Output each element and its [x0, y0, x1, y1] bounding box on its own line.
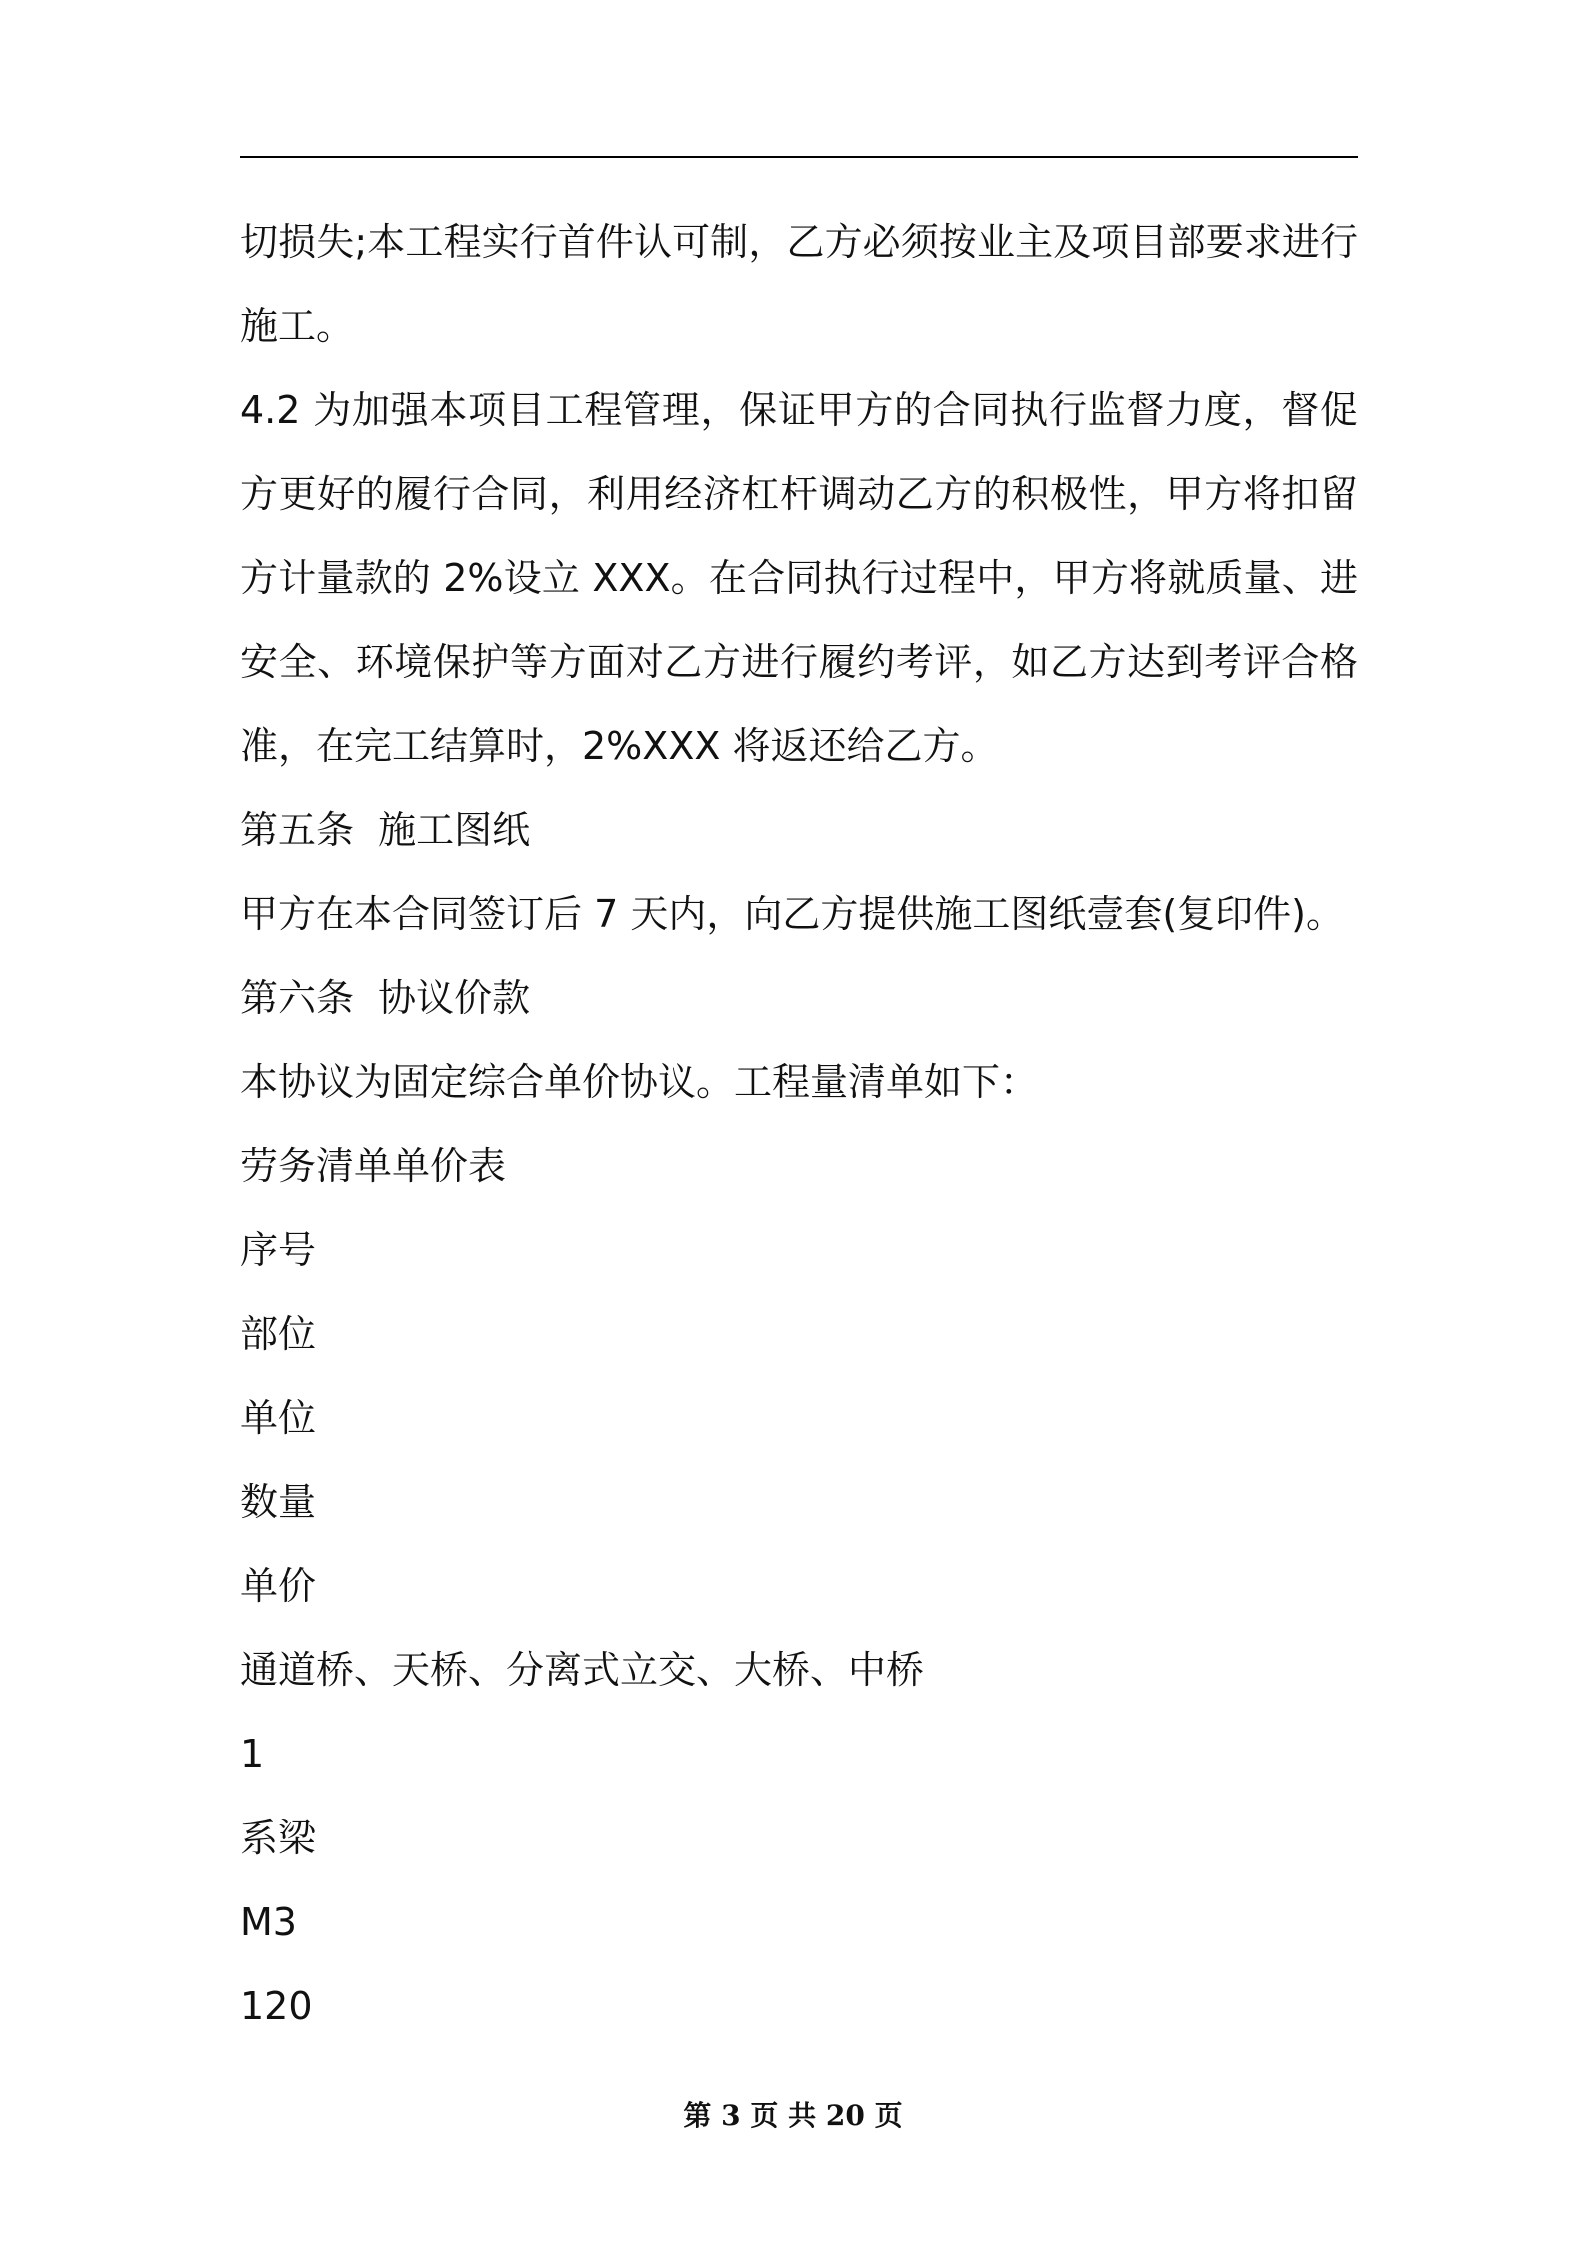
- section-heading: 第六条 协议价款: [240, 976, 531, 1020]
- page-number-footer: 第 3 页 共 20 页: [683, 2099, 903, 2132]
- document-body: [240, 200, 1358, 2048]
- table-cell: 1: [240, 1732, 265, 1776]
- table-header-cell: 部位: [240, 1312, 317, 1356]
- table-cell: 系梁: [240, 1816, 317, 1860]
- table-header-cell: 序号: [240, 1228, 317, 1272]
- paragraph-line: 本协议为固定综合单价协议。工程量清单如下：: [240, 1060, 1039, 1104]
- table-group-heading: 通道桥、天桥、分离式立交、大桥、中桥: [240, 1648, 925, 1692]
- header-rule: [240, 156, 1358, 158]
- paragraph-line: 4.2 为加强本项目工程管理，保证甲方的合同执行监督力度，督促: [240, 388, 1358, 432]
- table-header-cell: 单价: [240, 1564, 317, 1608]
- table-cell: M3: [240, 1900, 297, 1944]
- table-header-cell: 单位: [240, 1396, 317, 1440]
- paragraph-line: 方计量款的 2%设立 XXX。在合同执行过程中，甲方将就质量、进: [240, 556, 1358, 600]
- paragraph-line: 方更好的履行合同，利用经济杠杆调动乙方的积极性，甲方将扣留: [240, 472, 1358, 516]
- table-header-cell: 数量: [240, 1480, 317, 1524]
- paragraph-line: 切损失;本工程实行首件认可制，乙方必须按业主及项目部要求进行: [240, 220, 1358, 264]
- paragraph-line: 准，在完工结算时，2%XXX 将返还给乙方。: [240, 724, 999, 768]
- paragraph-line: 甲方在本合同签订后 7 天内，向乙方提供施工图纸壹套(复印件)。: [240, 892, 1344, 936]
- paragraph-line: 施工。: [240, 304, 355, 348]
- table-cell: 120: [240, 1984, 313, 2028]
- paragraph-line: 安全、环境保护等方面对乙方进行履约考评，如乙方达到考评合格: [240, 640, 1358, 684]
- table-title: 劳务清单单价表: [240, 1144, 507, 1188]
- section-heading: 第五条 施工图纸: [240, 808, 531, 852]
